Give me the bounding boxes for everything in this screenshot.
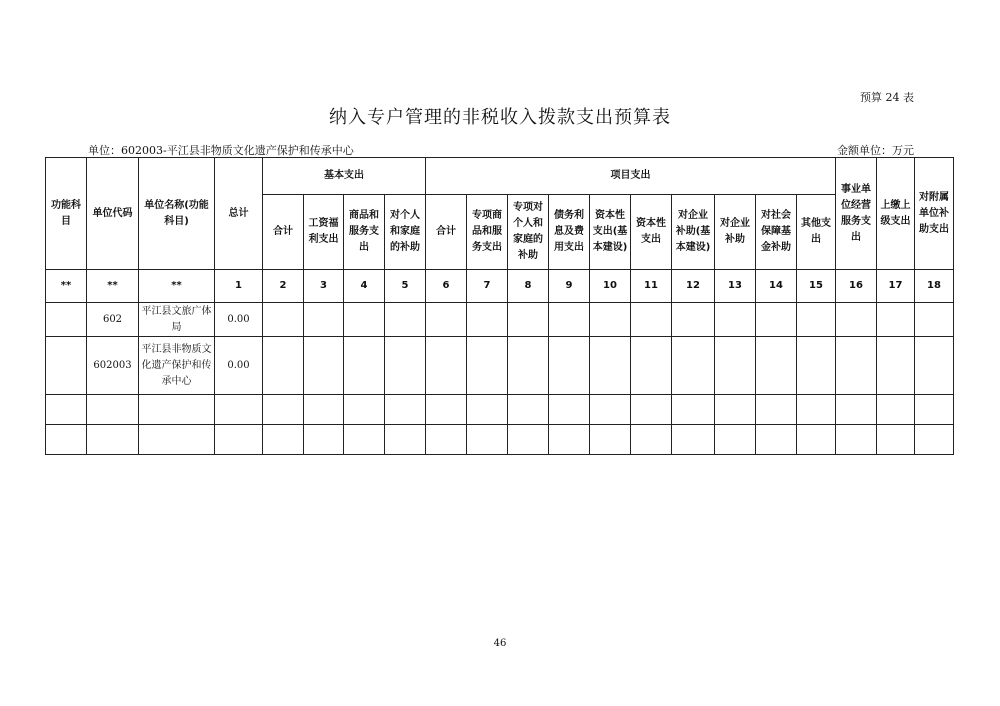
budget-table: [45, 157, 954, 455]
page-number: 46: [493, 638, 507, 649]
index-cell: **: [46, 270, 87, 303]
empty-cell: [467, 395, 508, 425]
empty-cell: [631, 395, 672, 425]
empty-cell: [87, 425, 139, 455]
empty-cell: [756, 303, 797, 337]
form-number: 预算 24 表: [860, 91, 914, 104]
empty-cell: [877, 303, 915, 337]
total-cell: 0.00: [215, 303, 263, 337]
header-basic-subtotal: 合计: [263, 195, 304, 270]
page-title: 纳入专户管理的非税收入拨款支出预算表: [329, 107, 671, 128]
empty-cell: [631, 303, 672, 337]
empty-cell: [344, 425, 385, 455]
empty-cell: [385, 395, 426, 425]
empty-cell: [672, 303, 715, 337]
empty-cell: [467, 425, 508, 455]
func-cell: [46, 303, 87, 337]
empty-cell: [508, 337, 549, 395]
empty-cell: [715, 395, 756, 425]
empty-cell: [426, 425, 467, 455]
empty-cell: [590, 425, 631, 455]
empty-cell: [915, 425, 954, 455]
code-cell: 602: [87, 303, 139, 337]
table-row: [46, 303, 954, 337]
index-cell: 18: [915, 270, 954, 303]
index-cell: 17: [877, 270, 915, 303]
header-project-subtotal: 合计: [426, 195, 467, 270]
empty-cell: [915, 337, 954, 395]
index-cell: 4: [344, 270, 385, 303]
empty-cell: [672, 395, 715, 425]
index-cell: 10: [590, 270, 631, 303]
header-upper-remit: 上缴上级支出: [877, 158, 915, 270]
empty-cell: [467, 303, 508, 337]
empty-cell: [385, 303, 426, 337]
index-cell: 1: [215, 270, 263, 303]
empty-cell: [549, 337, 590, 395]
empty-cell: [590, 337, 631, 395]
empty-cell: [508, 395, 549, 425]
empty-cell: [385, 425, 426, 455]
code-cell: 602003: [87, 337, 139, 395]
empty-cell: [877, 395, 915, 425]
func-cell: [46, 337, 87, 395]
name-cell: 平江县非物质文化遗产保护和传承中心: [139, 337, 215, 395]
empty-cell: [304, 395, 344, 425]
index-cell: 6: [426, 270, 467, 303]
header-capital-basic-construction: 资本性支出(基本建设): [590, 195, 631, 270]
empty-cell: [836, 425, 877, 455]
unit-label: 单位：602003-平江县非物质文化遗产保护和传承中心: [88, 144, 354, 157]
empty-cell: [139, 425, 215, 455]
amount-unit-label: 金额单位：万元: [837, 144, 914, 157]
index-cell: 16: [836, 270, 877, 303]
empty-cell: [215, 425, 263, 455]
empty-cell: [549, 303, 590, 337]
empty-cell: [263, 425, 304, 455]
empty-cell: [915, 303, 954, 337]
index-cell: 2: [263, 270, 304, 303]
empty-cell: [715, 425, 756, 455]
empty-cell: [508, 303, 549, 337]
index-row: [46, 270, 954, 303]
header-goods-services: 商品和服务支出: [344, 195, 385, 270]
empty-cell: [877, 337, 915, 395]
index-cell: 3: [304, 270, 344, 303]
empty-cell: [715, 337, 756, 395]
header-func-subject: 功能科目: [46, 158, 87, 270]
empty-cell: [836, 303, 877, 337]
empty-cell: [344, 337, 385, 395]
index-cell: 12: [672, 270, 715, 303]
empty-cell: [549, 425, 590, 455]
header-enterprise-subsidy: 对企业补助: [715, 195, 756, 270]
empty-cell: [263, 303, 304, 337]
empty-cell: [304, 425, 344, 455]
empty-cell: [426, 303, 467, 337]
header-project-group: 项目支出: [426, 158, 836, 195]
empty-cell: [715, 303, 756, 337]
empty-cell: [139, 395, 215, 425]
index-cell: 7: [467, 270, 508, 303]
index-cell: 9: [549, 270, 590, 303]
header-row-1: [46, 158, 954, 195]
empty-cell: [797, 303, 836, 337]
header-capital: 资本性支出: [631, 195, 672, 270]
index-cell: 13: [715, 270, 756, 303]
empty-cell: [915, 395, 954, 425]
empty-cell: [877, 425, 915, 455]
empty-cell: [756, 425, 797, 455]
empty-cell: [672, 337, 715, 395]
header-other: 其他支出: [797, 195, 836, 270]
name-cell: 平江县文旅广体局: [139, 303, 215, 337]
empty-cell: [344, 395, 385, 425]
empty-cell: [263, 395, 304, 425]
empty-cell: [756, 337, 797, 395]
empty-cell: [836, 395, 877, 425]
empty-cell: [672, 425, 715, 455]
empty-cell: [304, 337, 344, 395]
index-cell: 5: [385, 270, 426, 303]
table-row: [46, 337, 954, 395]
empty-cell: [46, 395, 87, 425]
empty-cell: [631, 337, 672, 395]
empty-cell: [797, 337, 836, 395]
empty-cell: [836, 337, 877, 395]
index-cell: 14: [756, 270, 797, 303]
empty-cell: [590, 303, 631, 337]
empty-cell: [344, 303, 385, 337]
index-cell: 11: [631, 270, 672, 303]
empty-cell: [304, 303, 344, 337]
empty-cell: [46, 425, 87, 455]
empty-cell: [385, 337, 426, 395]
empty-cell: [590, 395, 631, 425]
header-special-individual-subsidy: 专项对个人和家庭的补助: [508, 195, 549, 270]
header-affiliated-subsidy: 对附属单位补助支出: [915, 158, 954, 270]
empty-cell: [215, 395, 263, 425]
header-business-services: 事业单位经营服务支出: [836, 158, 877, 270]
index-cell: 15: [797, 270, 836, 303]
empty-cell: [263, 337, 304, 395]
index-cell: **: [87, 270, 139, 303]
empty-cell: [797, 425, 836, 455]
empty-cell: [467, 337, 508, 395]
empty-cell: [426, 395, 467, 425]
total-cell: 0.00: [215, 337, 263, 395]
header-debt-interest: 债务利息及费用支出: [549, 195, 590, 270]
empty-cell: [631, 425, 672, 455]
header-wages: 工资福利支出: [304, 195, 344, 270]
empty-cell: [797, 395, 836, 425]
empty-row: [46, 425, 954, 455]
empty-cell: [87, 395, 139, 425]
header-unit-code: 单位代码: [87, 158, 139, 270]
empty-cell: [508, 425, 549, 455]
empty-cell: [426, 337, 467, 395]
empty-cell: [756, 395, 797, 425]
header-enterprise-subsidy-construction: 对企业补助(基本建设): [672, 195, 715, 270]
header-special-goods-services: 专项商品和服务支出: [467, 195, 508, 270]
index-cell: **: [139, 270, 215, 303]
header-individual-subsidy: 对个人和家庭的补助: [385, 195, 426, 270]
empty-cell: [549, 395, 590, 425]
empty-row: [46, 395, 954, 425]
header-unit-name: 单位名称(功能科目): [139, 158, 215, 270]
index-cell: 8: [508, 270, 549, 303]
header-social-security-subsidy: 对社会保障基金补助: [756, 195, 797, 270]
header-total: 总计: [215, 158, 263, 270]
header-basic-group: 基本支出: [263, 158, 426, 195]
